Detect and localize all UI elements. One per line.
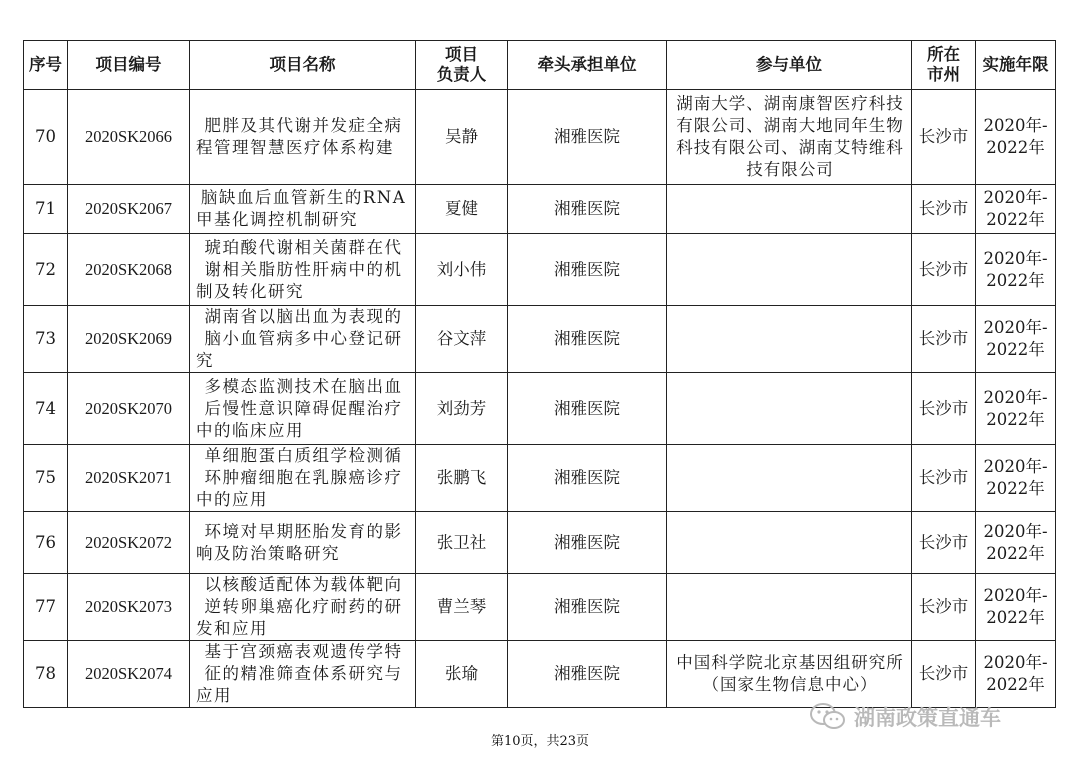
table-row xyxy=(24,373,1056,445)
period-end: 2022年 xyxy=(986,543,1045,563)
cell-name: 湖南省以脑出血为表现的脑小血管病多中心登记研究 xyxy=(190,306,416,373)
cell-city: 长沙市 xyxy=(912,373,976,445)
cell-leader: 曹兰琴 xyxy=(416,574,508,641)
cell-leader: 张瑜 xyxy=(416,641,508,708)
cell-lead-unit: 湘雅医院 xyxy=(508,185,667,234)
cell-leader: 吴静 xyxy=(416,90,508,185)
header-leader-line1: 项目 xyxy=(445,45,478,64)
table-row xyxy=(24,90,1056,185)
watermark-text: 湖南政策直通车 xyxy=(854,706,1001,730)
cell-period xyxy=(976,574,1056,641)
wechat-icon xyxy=(808,702,848,732)
header-city-line1: 所在 xyxy=(927,45,960,64)
cell-city: 长沙市 xyxy=(912,306,976,373)
cell-name: 基于宫颈癌表观遗传学特征的精准筛查体系研究与应用 xyxy=(190,641,416,708)
table-row xyxy=(24,185,1056,234)
table-row xyxy=(24,512,1056,574)
cell-seq: 75 xyxy=(24,445,68,512)
cell-seq: 70 xyxy=(24,90,68,185)
cell-lead-unit: 湘雅医院 xyxy=(508,373,667,445)
period-end: 2022年 xyxy=(986,675,1045,694)
cell-name: 环境对早期胚胎发育的影响及防治策略研究 xyxy=(190,512,416,574)
cell-partners: 中国科学院北京基因组研究所（国家生物信息中心） xyxy=(667,641,912,708)
cell-leader: 刘小伟 xyxy=(416,234,508,306)
cell-lead-unit: 湘雅医院 xyxy=(508,90,667,185)
cell-name: 脑缺血后血管新生的RNA甲基化调控机制研究 xyxy=(190,185,416,234)
cell-leader: 夏健 xyxy=(416,185,508,234)
cell-city: 长沙市 xyxy=(912,90,976,185)
period-start: 2020年- xyxy=(983,248,1048,268)
cell-name: 单细胞蛋白质组学检测循环肿瘤细胞在乳腺癌诊疗中的应用 xyxy=(190,445,416,512)
cell-partners xyxy=(667,512,912,574)
period-end: 2022年 xyxy=(986,340,1045,359)
cell-seq: 71 xyxy=(24,185,68,234)
cell-lead-unit: 湘雅医院 xyxy=(508,234,667,306)
cell-leader: 谷文萍 xyxy=(416,306,508,373)
cell-seq: 72 xyxy=(24,234,68,306)
table-row xyxy=(24,641,1056,708)
cell-seq: 73 xyxy=(24,306,68,373)
cell-period xyxy=(976,234,1056,306)
cell-lead-unit: 湘雅医院 xyxy=(508,306,667,373)
cell-leader: 张卫社 xyxy=(416,512,508,574)
period-start: 2020年- xyxy=(983,653,1048,672)
cell-period xyxy=(976,185,1056,234)
header-city xyxy=(912,41,976,90)
period-end: 2022年 xyxy=(986,479,1045,498)
cell-code: 2020SK2068 xyxy=(68,234,190,306)
period-end: 2022年 xyxy=(986,270,1045,290)
header-code: 项目编号 xyxy=(68,41,190,90)
period-start: 2020年- xyxy=(983,521,1048,541)
cell-city: 长沙市 xyxy=(912,641,976,708)
cell-seq: 78 xyxy=(24,641,68,708)
header-lead-unit: 牵头承担单位 xyxy=(508,41,667,90)
cell-lead-unit: 湘雅医院 xyxy=(508,445,667,512)
header-leader-line2: 负责人 xyxy=(436,65,487,84)
cell-leader: 刘劲芳 xyxy=(416,373,508,445)
cell-code: 2020SK2067 xyxy=(68,185,190,234)
cell-lead-unit: 湘雅医院 xyxy=(508,641,667,708)
period-end: 2022年 xyxy=(986,138,1045,157)
project-table xyxy=(23,40,1056,708)
cell-period xyxy=(976,641,1056,708)
cell-name: 多模态监测技术在脑出血后慢性意识障碍促醒治疗中的临床应用 xyxy=(190,373,416,445)
table-row xyxy=(24,234,1056,306)
cell-partners xyxy=(667,234,912,306)
cell-code: 2020SK2072 xyxy=(68,512,190,574)
watermark xyxy=(808,702,1001,732)
table-row xyxy=(24,445,1056,512)
cell-code: 2020SK2073 xyxy=(68,574,190,641)
cell-period xyxy=(976,306,1056,373)
period-start: 2020年- xyxy=(983,188,1048,207)
cell-period xyxy=(976,90,1056,185)
header-name: 项目名称 xyxy=(190,41,416,90)
period-end: 2022年 xyxy=(986,608,1045,627)
cell-city: 长沙市 xyxy=(912,234,976,306)
cell-period xyxy=(976,512,1056,574)
cell-code: 2020SK2069 xyxy=(68,306,190,373)
cell-city: 长沙市 xyxy=(912,512,976,574)
cell-seq: 77 xyxy=(24,574,68,641)
cell-period xyxy=(976,373,1056,445)
cell-lead-unit: 湘雅医院 xyxy=(508,512,667,574)
period-start: 2020年- xyxy=(983,116,1048,135)
period-start: 2020年- xyxy=(983,318,1048,337)
period-start: 2020年- xyxy=(983,387,1048,407)
cell-city: 长沙市 xyxy=(912,574,976,641)
cell-city: 长沙市 xyxy=(912,185,976,234)
header-row xyxy=(24,41,1056,90)
cell-partners xyxy=(667,445,912,512)
cell-city: 长沙市 xyxy=(912,445,976,512)
cell-name: 琥珀酸代谢相关菌群在代谢相关脂肪性肝病中的机制及转化研究 xyxy=(190,234,416,306)
cell-partners: 湖南大学、湖南康智医疗科技有限公司、湖南大地同年生物科技有限公司、湖南艾特维科技有限公司 xyxy=(667,90,912,185)
header-partners: 参与单位 xyxy=(667,41,912,90)
period-end: 2022年 xyxy=(986,409,1045,429)
table-row xyxy=(24,306,1056,373)
cell-code: 2020SK2066 xyxy=(68,90,190,185)
cell-partners xyxy=(667,306,912,373)
cell-name: 肥胖及其代谢并发症全病程管理智慧医疗体系构建 xyxy=(190,90,416,185)
period-start: 2020年- xyxy=(983,586,1048,605)
cell-partners xyxy=(667,185,912,234)
cell-partners xyxy=(667,574,912,641)
header-period: 实施年限 xyxy=(976,41,1056,90)
cell-lead-unit: 湘雅医院 xyxy=(508,574,667,641)
cell-partners xyxy=(667,373,912,445)
cell-code: 2020SK2070 xyxy=(68,373,190,445)
header-leader xyxy=(416,41,508,90)
cell-code: 2020SK2074 xyxy=(68,641,190,708)
cell-seq: 74 xyxy=(24,373,68,445)
table-row xyxy=(24,574,1056,641)
period-start: 2020年- xyxy=(983,457,1048,476)
cell-seq: 76 xyxy=(24,512,68,574)
cell-name: 以核酸适配体为载体靶向逆转卵巢癌化疗耐药的研发和应用 xyxy=(190,574,416,641)
cell-leader: 张鹏飞 xyxy=(416,445,508,512)
cell-code: 2020SK2071 xyxy=(68,445,190,512)
cell-period xyxy=(976,445,1056,512)
header-seq: 序号 xyxy=(24,41,68,90)
page-footer: 第10页，共23页 xyxy=(490,734,590,749)
period-end: 2022年 xyxy=(986,210,1045,229)
header-city-line2: 市州 xyxy=(927,65,960,84)
